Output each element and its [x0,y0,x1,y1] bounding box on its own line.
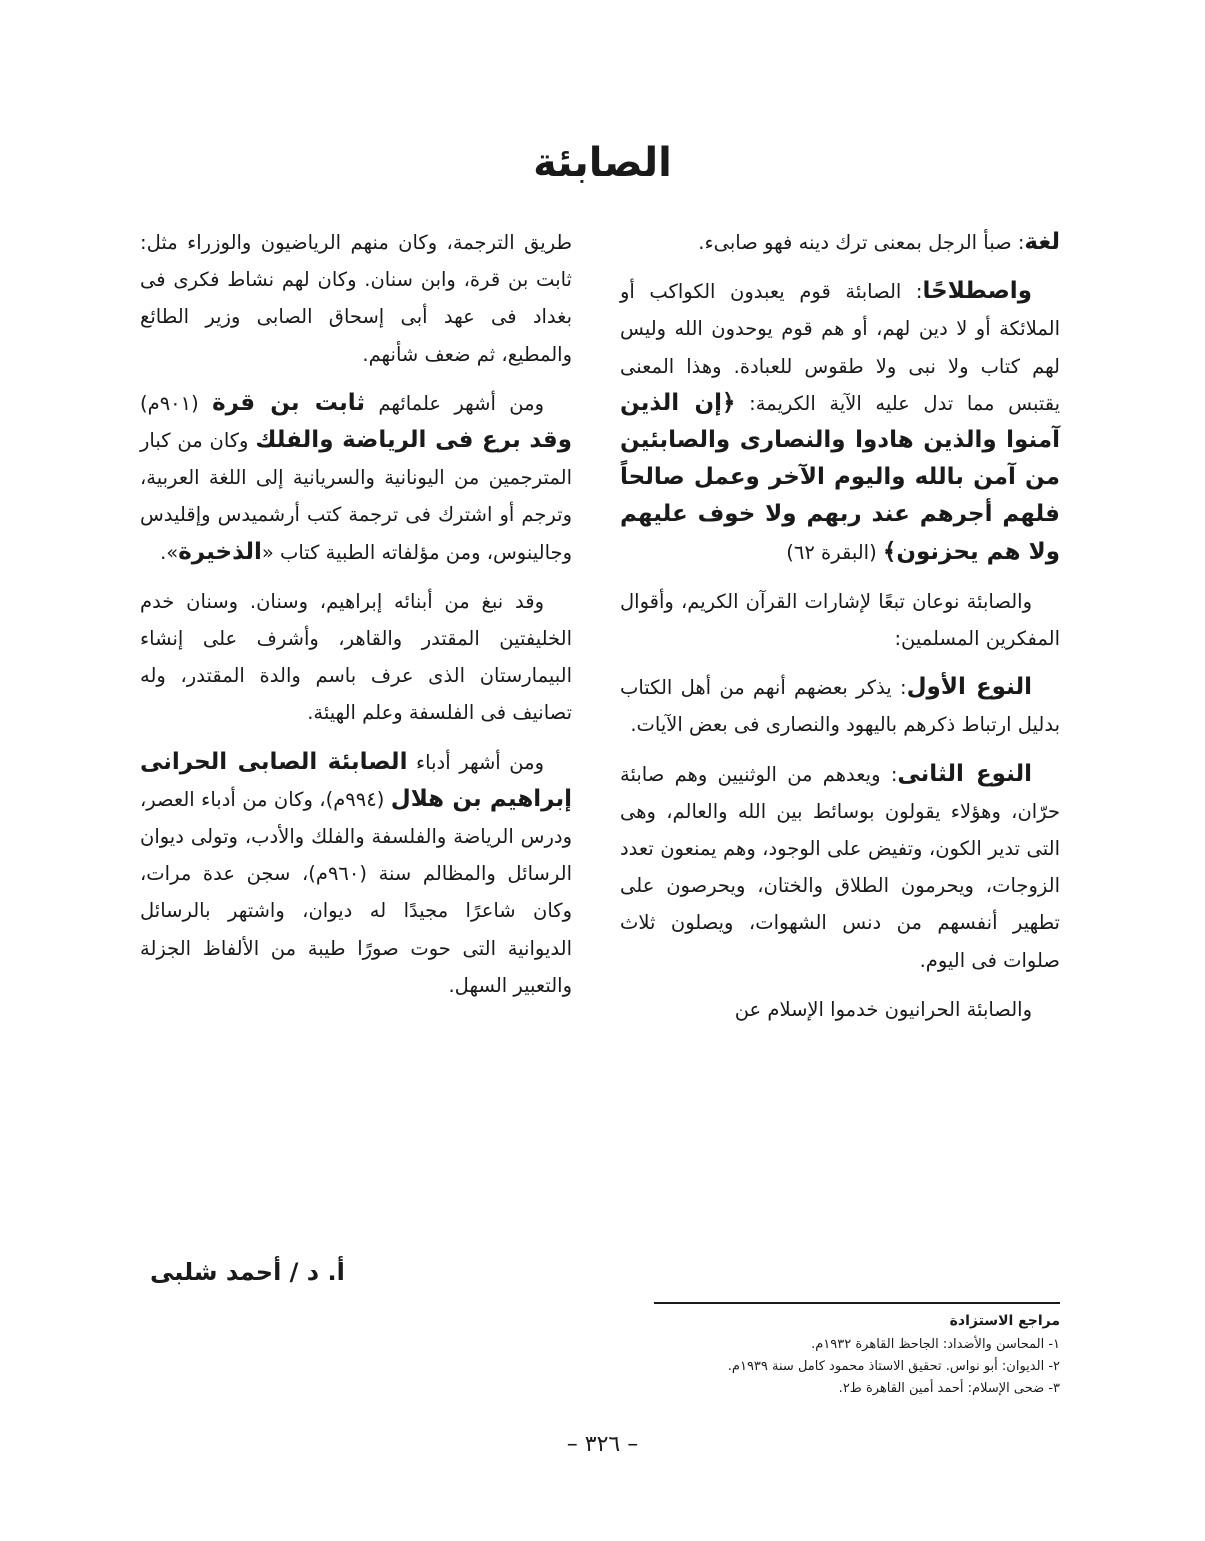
date-thabit: (٩٠١م) [140,391,213,415]
paragraph-istilahan [620,273,1060,571]
right-column [620,224,1060,1040]
author-signature: أ. د / أحمد شلبى [150,1258,345,1286]
term-first-type: النوع الأول [906,674,1032,701]
name-ibrahim: الصابئة الصابى الحرانى إبراهيم بن هلال [140,748,572,812]
reference-item: ٣- ضحى الإسلام: أحمد أمين القاهرة ط٢. [838,1381,1060,1396]
quran-verse: ﴿إن الذين آمنوا والذين هادوا والنصارى والصابئين من آمن بالله واليوم الآخر وعمل صالحاً فلهم أجرهم عند ربهم ولا خوف عليهم ولا هم يحزنون﴾ [620,389,1060,565]
paragraph-thabit [140,385,572,571]
reference-item: ٢- الديوان: أبو نواس. تحقيق الاستاذ محمود كامل سنة ١٩٣٩م. [727,1359,1060,1374]
paragraph-lugha [620,224,1060,261]
text-first-type: : يذكر بعضهم أنهم من أهل الكتاب بدليل ارتباط ذكرهم باليهود والنصارى فى بعض الآيات. [620,676,1060,737]
text-adab: (٩٩٤م)، وكان من أدباء العصر، ودرس الرياضة والفلسفة والفلك والأدب، وتولى ديوان الرسائل والمظالم سنة (٩٦٠م)، سجن عدة مرات، وكان شاعرًا مجيدًا له ديوان، واشتهر بالرسائل الديوانية التى حوت صورًا طيبة من الألفاظ الجزلة والتعبير السهل. [140,787,572,997]
paragraph-translation: طريق الترجمة، وكان منهم الرياضيون والوزراء مثل: ثابت بن قرة، وابن سنان. وكان لهم نشاط فكرى فى بغداد فى عهد أبى إسحاق الصابى وزير الطائع والمطيع، ثم ضعف شأنهم. [140,231,572,366]
text-adab-pre: ومن أشهر أدباء [407,750,544,774]
text-istilahan: : الصابئة قوم يعبدون الكواكب أو الملائكة أو لا دين لهم، أو هم قوم يوحدون الله وليس لهم كتاب ولا نبى ولا طقوس للعبادة. وهذا المعنى يقتبس مما تدل عليه الآية الكريمة: [620,280,1061,415]
paragraph-harraniyun: والصابئة الحرانيون خدموا الإسلام عن [734,997,1032,1021]
term-istilahan: واصطلاحًا [922,278,1032,305]
references-title: مراجع الاستزادة [949,1313,1060,1329]
paragraph-second-type [620,756,1060,979]
paragraph-sons: وقد نبغ من أبنائه إبراهيم، وسنان. وسنان خدم الخليفتين المقتدر والقاهر، وأشرف على إنشاء البيمارستان الذى عرف باسم والدة المقتدر، وله تصانيف فى الفلسفة وعلم الهيئة. [140,589,572,725]
text-thabit: وكان من كبار المترجمين من اليونانية والسريانية إلى اللغة العربية، وترجم أو اشترك فى ترجمة كتب أرشميدس وإقليدس وجالينوس، ومن مؤلفاته الطبية كتاب « [140,429,572,564]
thabit-expertise: وقد برع فى الرياضة والفلك [255,427,572,454]
text-lugha: : صبأ الرجل بمعنى ترك دينه فهو صابىء. [698,231,1025,254]
text-thabit-end: ». [160,540,179,564]
term-second-type: النوع الثانى [897,760,1033,787]
text-thabit-pre: ومن أشهر علمائهم [364,391,544,415]
left-column [140,224,572,1016]
references-divider [654,1302,1060,1304]
reference-item: ١- المحاسن والأضداد: الجاحظ القاهرة ١٩٣٢م. [811,1337,1060,1352]
name-thabit: ثابت بن قرة [212,389,365,416]
paragraph-first-type [620,669,1060,743]
term-lugha: لغة [1024,229,1060,255]
page-title: الصابئة [533,140,672,186]
references [654,1310,1060,1400]
verse-reference: (البقرة ٦٢) [786,540,883,564]
text-second-type: : ويعدهم من الوثنيين وهم صابئة حرّان، وهؤلاء يقولون بوسائط بين الله والعالم، وهى التى تدير الكون، وتفيض على الوجود، وهم يمنعون تعدد الزوجات، ويحرمون الطلاق والختان، ويحرصون على تطهير أنفسهم من دنس الشهوات، ويصلون ثلاث صلوات فى اليوم. [620,762,1060,972]
book-dhakhira: الذخيرة [178,538,262,565]
paragraph-types-intro: والصابئة نوعان تبعًا لإشارات القرآن الكريم، وأقوال المفكرين المسلمين: [620,589,1060,651]
paragraph-adab [140,744,572,1004]
page-number: – ٣٢٦ – [566,1432,639,1457]
